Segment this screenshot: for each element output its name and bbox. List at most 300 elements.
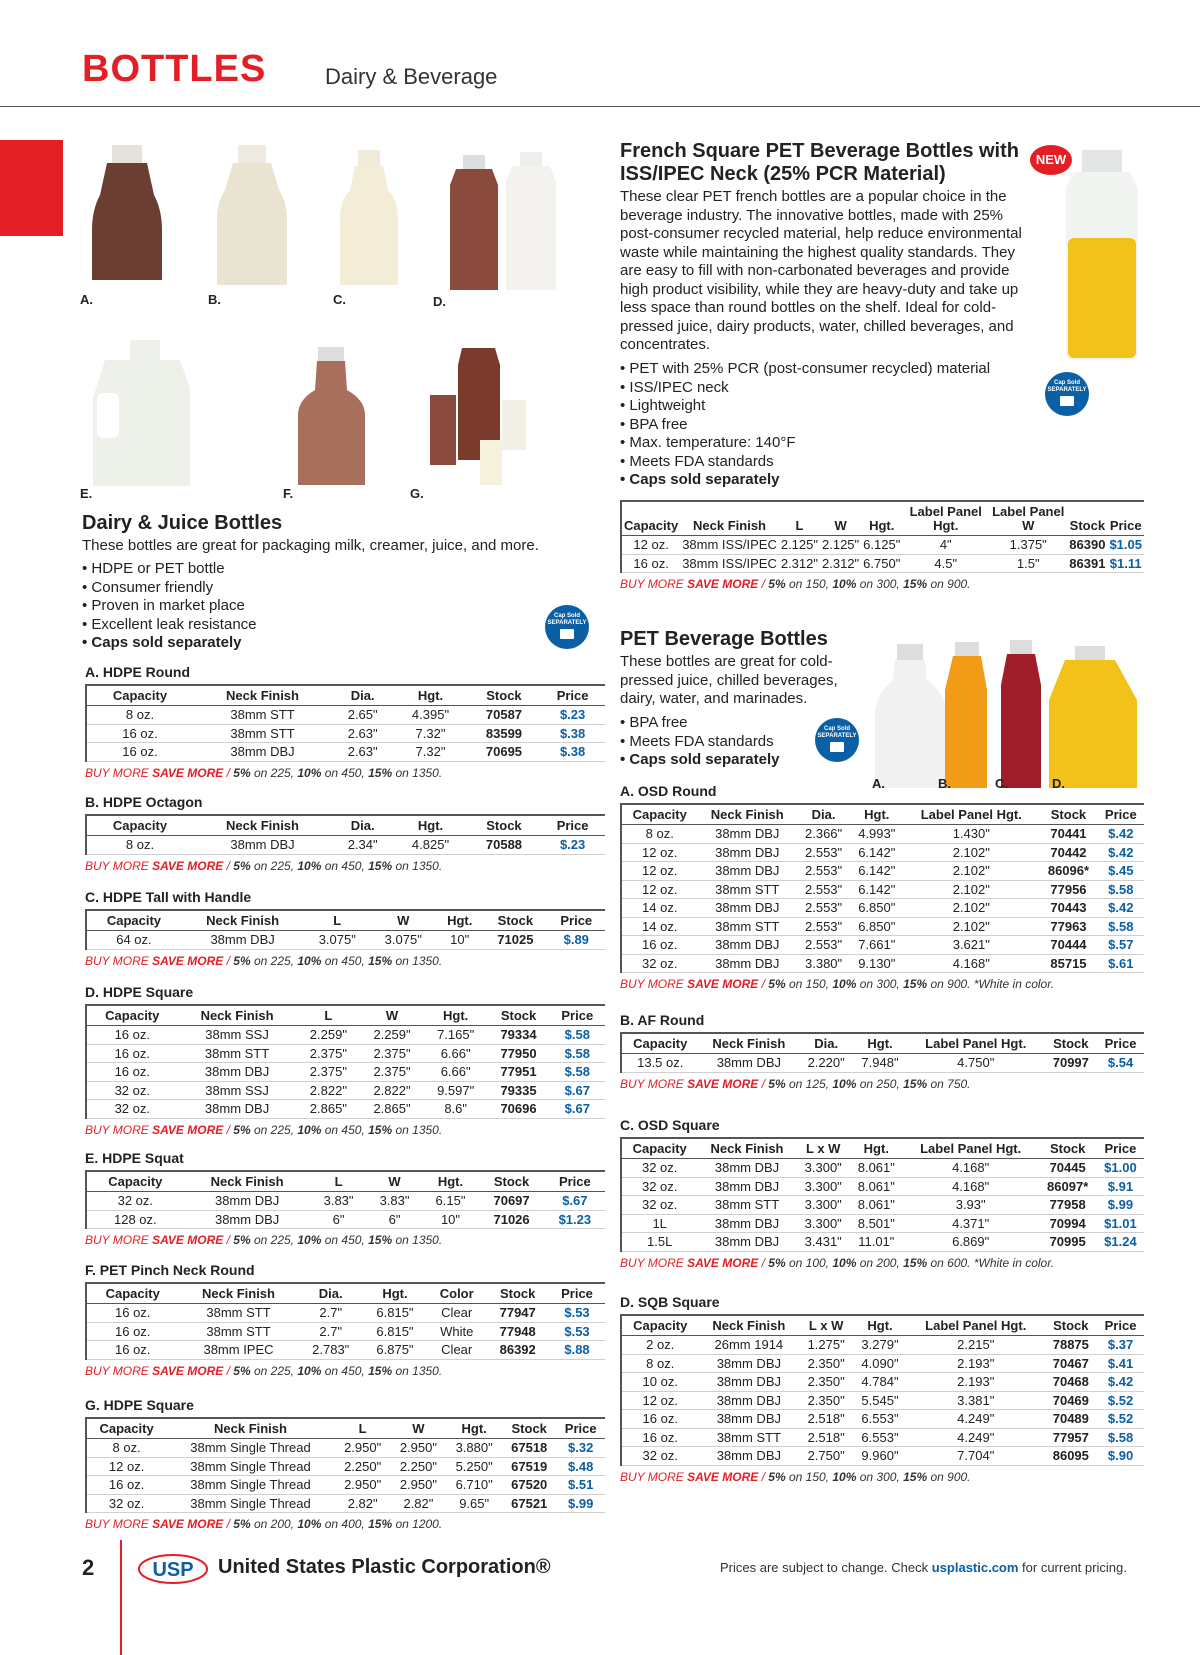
table-cell: 26mm 1914: [698, 1336, 799, 1355]
buy-more-text: on: [856, 1076, 877, 1091]
buy-more-note: [85, 1517, 605, 1531]
price-cell: $.58: [550, 1026, 605, 1045]
table-cell: 6.15": [423, 1192, 479, 1211]
table-cell: 128 oz.: [86, 1210, 184, 1229]
spec-table: [620, 500, 1144, 573]
table-cell: 6.553": [853, 1428, 907, 1447]
table-cell: 7.32": [393, 743, 467, 762]
column-header: Label Panel Hgt.: [907, 1033, 1045, 1054]
buy-more-text: 10%: [832, 1255, 857, 1270]
table-cell: 8.061": [850, 1159, 903, 1178]
buy-more-text: on: [785, 1076, 806, 1091]
buy-more-text: on: [856, 1469, 877, 1484]
stock-cell: 70995: [1039, 1233, 1097, 1252]
spec-table-block: [620, 1294, 1144, 1484]
column-header: Hgt.: [850, 1138, 903, 1159]
pet-photo-label-b: B.: [938, 776, 951, 791]
table-row: [621, 1391, 1144, 1410]
table-cell: 38mm Single Thread: [166, 1494, 335, 1513]
buy-more-text: 125: [805, 1076, 826, 1091]
buy-more-text: 600: [947, 1255, 968, 1270]
table-cell: 7.661": [850, 936, 903, 955]
column-header: Capacity: [621, 1138, 697, 1159]
buy-more-text: .: [967, 977, 974, 991]
price-cell: $.32: [556, 1439, 605, 1458]
buy-more-text: 5%: [233, 1517, 251, 1531]
buy-more-text: on: [785, 577, 806, 591]
stock-cell: 70588: [468, 836, 541, 855]
table-row: [621, 1233, 1144, 1252]
table-cell: 38mm DBJ: [697, 1214, 796, 1233]
stock-cell: 70468: [1045, 1373, 1098, 1392]
column-header: Neck Finish: [697, 1138, 796, 1159]
buy-more-text: BUY MORE: [85, 1363, 149, 1378]
badge-text: Cap Sold: [1053, 380, 1080, 386]
table-cell: 16 oz.: [621, 554, 680, 573]
buy-more-text: 150: [805, 977, 826, 991]
buy-more-text: 400: [341, 1517, 362, 1531]
spec-table-block: [620, 500, 1144, 591]
french-section-title: [620, 140, 1019, 186]
table-row: [86, 1476, 605, 1495]
table-row: [621, 825, 1144, 844]
buy-more-text: BUY MORE: [85, 1517, 149, 1531]
buy-more-text: on: [250, 1122, 271, 1137]
table-cell: 10 oz.: [621, 1373, 698, 1392]
website-link[interactable]: usplastic.com: [931, 1560, 1019, 1575]
table-cell: 38mm DBJ: [698, 954, 797, 973]
pricing-note: [720, 1560, 1127, 1575]
table-cell: 8.061": [850, 1196, 903, 1215]
column-header: Neck Finish: [698, 1033, 799, 1054]
column-header: W: [391, 1418, 447, 1439]
table-cell: 16 oz.: [86, 724, 193, 743]
buy-more-text: 1200: [412, 1517, 439, 1531]
stock-cell: 78875: [1045, 1336, 1098, 1355]
column-header: Neck Finish: [193, 685, 332, 706]
buy-more-text: BUY MORE: [620, 577, 684, 591]
spec-table-block: [85, 1262, 605, 1378]
french-bullet: • ISS/IPEC neck: [620, 379, 990, 398]
table-cell: 3.621": [903, 936, 1039, 955]
french-bullet: • PET with 25% PCR (post-consumer recycled) material: [620, 360, 990, 379]
buy-more-text: /: [758, 977, 769, 991]
table-cell: 8 oz.: [621, 1354, 698, 1373]
column-header: Price: [540, 815, 605, 836]
table-cell: 38mm STT: [697, 1196, 796, 1215]
table-cell: 2.553": [797, 917, 850, 936]
spec-table: [85, 1282, 605, 1360]
buy-more-text: BUY MORE: [620, 977, 684, 991]
header-divider: [0, 106, 1200, 107]
table-cell: 2.518": [799, 1428, 853, 1447]
buy-more-text: ,: [361, 1517, 369, 1531]
column-header: Hgt.: [393, 685, 467, 706]
table-cell: 6": [311, 1210, 367, 1229]
buy-more-text: on: [927, 977, 948, 991]
column-header: Color: [427, 1283, 486, 1304]
svg-text:USP: USP: [152, 1559, 194, 1581]
table-cell: 2.312": [780, 555, 818, 571]
buy-more-text: 10%: [297, 1517, 322, 1531]
buy-more-text: 10%: [297, 1122, 322, 1137]
photo-label-e: E.: [80, 486, 93, 501]
price-cell: $1.01: [1097, 1214, 1144, 1233]
pet-description: These bottles are great for cold-pressed juice, chilled beverages, dairy, water, and marinades.: [620, 653, 838, 707]
buy-more-text: 15%: [903, 1255, 928, 1270]
spec-table-block: [85, 984, 605, 1137]
table-cell: 7.32": [393, 724, 467, 743]
buy-more-text: 15%: [368, 1517, 393, 1531]
table-row: [621, 1354, 1144, 1373]
table-cell: 32 oz.: [621, 1447, 698, 1466]
buy-more-text: 5%: [768, 1469, 786, 1484]
table-row: [621, 1214, 1144, 1233]
buy-more-text: SAVE MORE: [152, 1363, 224, 1378]
buy-more-text: SAVE MORE: [152, 1233, 224, 1247]
buy-more-text: 1350: [412, 765, 439, 780]
stock-cell: 70442: [1039, 843, 1097, 862]
table-row: [621, 1177, 1144, 1196]
buy-more-text: 15%: [368, 858, 393, 873]
table-cell: 2.950": [335, 1439, 391, 1458]
buy-more-text: 250: [876, 1076, 897, 1091]
buy-more-text: 225: [270, 765, 291, 780]
stock-cell: 71026: [478, 1210, 544, 1229]
stock-cell: 86391: [1069, 555, 1106, 571]
table-cell: 8 oz.: [86, 706, 193, 725]
table-row: [86, 836, 605, 855]
stock-cell: 70443: [1039, 899, 1097, 918]
buy-more-text: 10%: [832, 1469, 857, 1484]
column-header: Capacity: [86, 815, 193, 836]
table-cell: 2.366": [797, 825, 850, 844]
column-header: Neck Finish: [166, 1418, 335, 1439]
table-cell: 38mm DBJ: [698, 936, 797, 955]
table-cell: 38mm Single Thread: [166, 1439, 335, 1458]
price-cell: $.37: [1097, 1336, 1144, 1355]
buy-more-text: on: [392, 953, 413, 968]
buy-more-text: 225: [270, 1233, 291, 1247]
table-cell: 38mm DBJ: [698, 1410, 799, 1429]
bottle-photo-b: [205, 140, 295, 290]
price-cell: $.42: [1097, 1373, 1144, 1392]
table-cell: 32 oz.: [621, 1196, 697, 1215]
buy-more-text: 300: [876, 977, 897, 991]
buy-more-text: .: [438, 1517, 443, 1531]
column-header: W: [820, 501, 861, 536]
spec-table-block: [620, 1012, 1144, 1091]
buy-more-text: on: [856, 1255, 877, 1270]
buy-more-note: [85, 1123, 605, 1137]
buy-more-text: /: [223, 858, 234, 873]
table-cell: 3.431": [797, 1233, 850, 1252]
spec-table: [85, 1170, 605, 1229]
stock-cell: 70469: [1045, 1391, 1098, 1410]
table-cell: 2.63": [332, 724, 393, 743]
buy-more-text: on: [392, 765, 413, 780]
buy-more-text: ,: [290, 858, 298, 873]
table-cell: 6.869": [903, 1233, 1039, 1252]
table-row: [621, 880, 1144, 899]
buy-more-text: on: [250, 858, 271, 873]
buy-more-text: SAVE MORE: [687, 577, 759, 591]
buy-more-text: 1350: [412, 1363, 439, 1378]
table-cell: 2.102": [903, 899, 1039, 918]
table-cell: 1L: [621, 1214, 697, 1233]
dairy-bullets: [82, 560, 257, 653]
buy-more-text: 900: [947, 1469, 968, 1484]
buy-more-text: BUY MORE: [85, 953, 149, 968]
spec-table: [85, 1417, 605, 1513]
table-cell: 2.553": [797, 843, 850, 862]
table-cell: 16 oz.: [86, 1341, 178, 1360]
column-header: Capacity: [621, 1315, 698, 1336]
price-cell: $.58: [1098, 880, 1144, 899]
column-header: Neck Finish: [680, 501, 779, 536]
table-row: [621, 1196, 1144, 1215]
table-cell: 12 oz.: [621, 1391, 698, 1410]
french-title-line: ISS/IPEC Neck (25% PCR Material): [620, 163, 946, 185]
buy-more-text: .: [967, 1469, 971, 1484]
price-cell: $.54: [1097, 1054, 1144, 1073]
table-cell: 2.375": [360, 1063, 424, 1082]
table-cell: 38mm DBJ: [697, 1233, 796, 1252]
stock-cell: 67521: [502, 1494, 556, 1513]
table-cell: 38mm ISS/IPEC: [682, 555, 777, 571]
buy-more-text: ,: [361, 1233, 369, 1247]
table-cell: 16 oz.: [621, 1410, 698, 1429]
table-cell: 38mm DBJ: [698, 1054, 799, 1073]
column-header: Stock: [483, 910, 547, 931]
buy-more-text: ,: [361, 953, 369, 968]
buy-more-text: 450: [341, 953, 362, 968]
stock-cell: 70441: [1039, 825, 1097, 844]
column-header: L x W: [799, 1315, 853, 1336]
stock-cell: 70445: [1039, 1159, 1097, 1178]
spec-table-block: [620, 783, 1144, 991]
buy-more-text: 5%: [233, 953, 251, 968]
column-header: Dia.: [799, 1033, 853, 1054]
table-cell: 6.125": [863, 537, 901, 552]
table-cell: 2.250": [335, 1457, 391, 1476]
buy-more-text: ,: [361, 1363, 369, 1378]
table-row: [621, 1410, 1144, 1429]
spec-table: [85, 1004, 605, 1119]
table-cell: 32 oz.: [86, 1494, 166, 1513]
spec-table: [620, 1032, 1144, 1073]
column-header: Hgt.: [853, 1033, 907, 1054]
stock-cell: 77956: [1039, 880, 1097, 899]
badge-text: SEPARATELY: [547, 620, 587, 626]
buy-more-text: /: [223, 1122, 234, 1137]
buy-more-text: ,: [290, 1363, 298, 1378]
table-cell: 4.784": [853, 1373, 907, 1392]
buy-more-text: /: [223, 1363, 234, 1378]
company-name: United States Plastic Corporation®: [218, 1556, 551, 1578]
table-cell: 38mm DBJ: [697, 1177, 796, 1196]
table-cell: 6.142": [850, 843, 903, 862]
table-row: [621, 899, 1144, 918]
column-header: Hgt.: [393, 815, 467, 836]
column-header: Dia.: [332, 685, 393, 706]
bottle-photo-g: [420, 340, 545, 490]
table-cell: 38mm DBJ: [698, 1391, 799, 1410]
column-header: Stock: [1045, 1315, 1098, 1336]
stock-cell: 70587: [468, 706, 541, 725]
table-cell: 4.090": [853, 1354, 907, 1373]
spec-table: [85, 909, 605, 950]
buy-more-text: 15%: [368, 1122, 393, 1137]
table-cell: 38mm DBJ: [698, 825, 797, 844]
table-row: [86, 1100, 605, 1119]
table-row: [86, 1341, 605, 1360]
dairy-bullet: • Consumer friendly: [82, 579, 257, 598]
column-header: Capacity: [86, 685, 193, 706]
table-cell: 16 oz.: [86, 1063, 178, 1082]
price-cell: $.51: [556, 1476, 605, 1495]
buy-more-text: 100: [805, 1255, 826, 1270]
table-cell: 2.7": [299, 1304, 363, 1323]
stock-cell: 77957: [1045, 1428, 1098, 1447]
table-cell: 2.193": [907, 1354, 1045, 1373]
pet-bullet-bold: • Caps sold separately: [620, 751, 780, 770]
buy-more-text: 10%: [297, 765, 322, 780]
price-cell: $.38: [540, 724, 605, 743]
column-header: Capacity: [621, 804, 698, 825]
stock-cell: 86392: [486, 1341, 549, 1360]
buy-more-text: 10%: [297, 858, 322, 873]
price-cell: $.52: [1097, 1410, 1144, 1429]
column-header: Dia.: [332, 815, 393, 836]
buy-more-text: .: [438, 858, 443, 873]
stock-cell: 86390: [1069, 537, 1106, 552]
buy-more-text: on: [250, 765, 271, 780]
table-cell: 3.075": [370, 931, 436, 950]
price-cell: $.58: [1098, 917, 1144, 936]
table-cell: 7.948": [853, 1054, 907, 1073]
buy-more-text: 15%: [903, 1469, 928, 1484]
stock-cell: 67520: [502, 1476, 556, 1495]
table-cell: 6.815": [363, 1322, 427, 1341]
buy-more-text: on: [250, 953, 271, 968]
table-row: [86, 1304, 605, 1323]
table-cell: 38mm STT: [193, 724, 332, 743]
table-cell: 3.83": [367, 1192, 423, 1211]
stock-cell: 86097*: [1039, 1177, 1097, 1196]
buy-more-text: on: [927, 577, 948, 591]
table-cell: 64 oz.: [86, 931, 181, 950]
column-header: Stock: [468, 815, 541, 836]
buy-more-text: 150: [805, 577, 826, 591]
column-header: Price: [1098, 804, 1144, 825]
buy-more-text: .: [967, 577, 971, 591]
price-cell: $.91: [1097, 1177, 1144, 1196]
buy-more-text: on: [250, 1517, 271, 1531]
table-cell: 2.102": [903, 843, 1039, 862]
stock-cell: 70467: [1045, 1354, 1098, 1373]
table-cell: 32 oz.: [621, 954, 698, 973]
table-row: [86, 1063, 605, 1082]
price-cell: $.41: [1097, 1354, 1144, 1373]
buy-more-text: SAVE MORE: [687, 1469, 759, 1484]
table-cell: 3.075": [304, 931, 370, 950]
table-cell: 8 oz.: [86, 836, 193, 855]
buy-more-text: ,: [896, 1076, 904, 1091]
column-header: L: [335, 1418, 391, 1439]
table-cell: 2.34": [332, 836, 393, 855]
pricing-note-text: for current pricing.: [1018, 1560, 1127, 1575]
pet-photo-label-a: A.: [872, 776, 885, 791]
table-cell: 2.750": [799, 1447, 853, 1466]
buy-more-text: 1350: [412, 1122, 439, 1137]
price-cell: $.61: [1098, 954, 1144, 973]
stock-cell: 79335: [487, 1081, 549, 1100]
photo-label-c: C.: [333, 292, 346, 307]
table-cell: 16 oz.: [86, 1044, 178, 1063]
table-cell: 38mm Single Thread: [166, 1476, 335, 1495]
buy-more-text: on: [785, 1255, 806, 1270]
table-title: D. HDPE Square: [85, 984, 194, 1000]
table-cell: 38mm SSJ: [178, 1081, 297, 1100]
buy-more-text: ,: [290, 1233, 298, 1247]
column-header: Price: [1097, 1315, 1144, 1336]
buy-more-text: .: [438, 1233, 443, 1247]
table-cell: 38mm DBJ: [698, 1373, 799, 1392]
table-cell: 6.66": [424, 1044, 488, 1063]
table-cell: 6.142": [850, 880, 903, 899]
table-cell: 38mm ISS/IPEC: [682, 537, 777, 552]
dairy-description: These bottles are great for packaging milk, creamer, juice, and more.: [82, 537, 539, 554]
buy-more-text: 15%: [368, 1363, 393, 1378]
table-cell: 5.250": [446, 1457, 502, 1476]
buy-more-text: SAVE MORE: [152, 1122, 224, 1137]
buy-more-text: on: [392, 1233, 413, 1247]
table-cell: Clear: [427, 1304, 486, 1323]
column-header: Neck Finish: [698, 1315, 799, 1336]
buy-more-text: ,: [290, 1517, 298, 1531]
buy-more-text: on: [392, 1122, 413, 1137]
price-cell: $.38: [540, 743, 605, 762]
table-cell: 4.249": [907, 1410, 1045, 1429]
stock-cell: 70695: [468, 743, 541, 762]
table-cell: 6.66": [424, 1063, 488, 1082]
spec-table: [85, 814, 605, 855]
buy-more-text: ,: [825, 977, 833, 991]
buy-more-text: 150: [805, 1469, 826, 1484]
table-cell: 2.822": [360, 1081, 424, 1100]
price-cell: $.53: [549, 1322, 605, 1341]
table-cell: 38mm DBJ: [193, 836, 332, 855]
bottle-photo-c: [330, 145, 410, 290]
column-header: Neck Finish: [184, 1171, 311, 1192]
buy-more-text: 5%: [233, 858, 251, 873]
table-cell: 2.950": [391, 1476, 447, 1495]
page-subtitle: Dairy & Beverage: [325, 64, 498, 89]
bottle-photo-e: [85, 338, 195, 488]
stock-cell: 86095: [1045, 1447, 1098, 1466]
buy-more-text: 450: [341, 1233, 362, 1247]
table-cell: 38mm SSJ: [178, 1026, 297, 1045]
table-cell: 2.65": [332, 706, 393, 725]
column-header: L x W: [797, 1138, 850, 1159]
buy-more-text: /: [758, 1076, 769, 1091]
usp-logo: [138, 1553, 208, 1585]
table-cell: 2.822": [297, 1081, 361, 1100]
french-bottle-photo: [1060, 148, 1145, 363]
table-cell: 38mm DBJ: [184, 1192, 311, 1211]
table-cell: 3.381": [907, 1391, 1045, 1410]
